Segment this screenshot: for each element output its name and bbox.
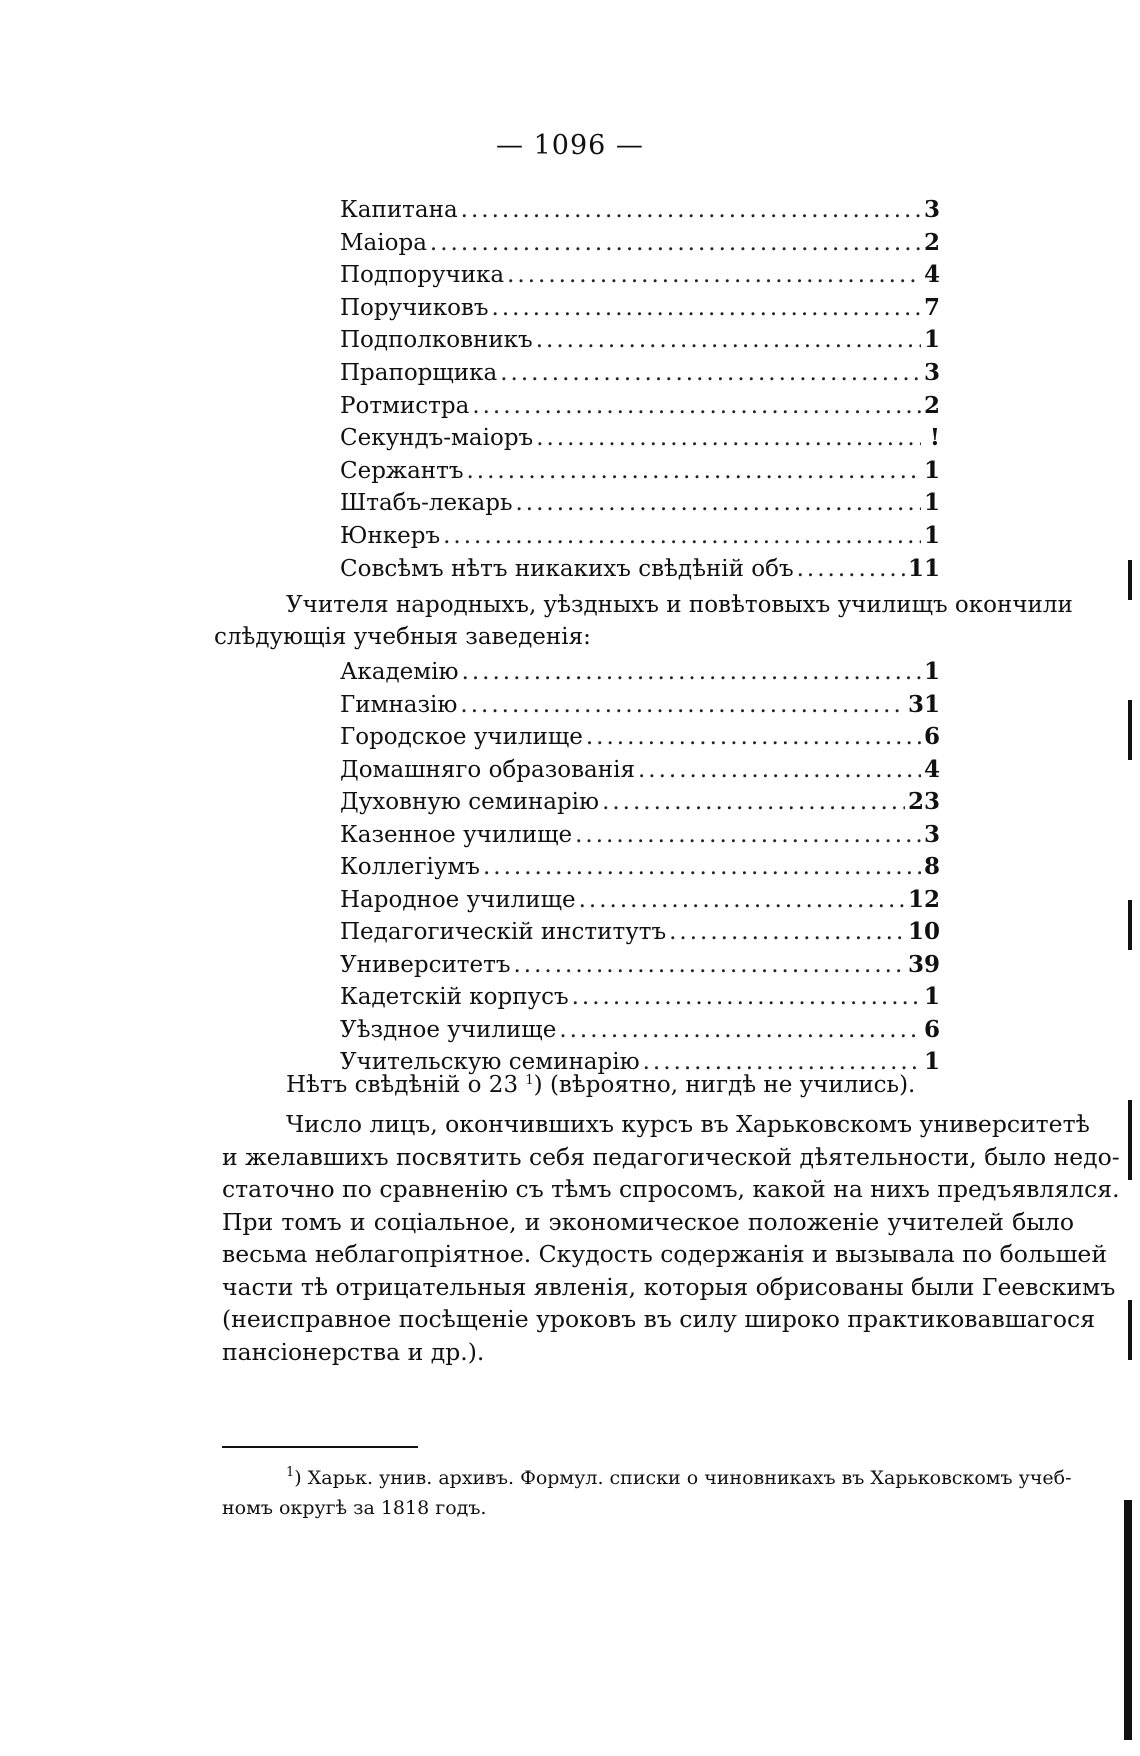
- school-count: 1: [923, 658, 940, 685]
- school-count: 31: [907, 690, 940, 718]
- footnote-marker: 1: [286, 1465, 295, 1480]
- list-item: [340, 786, 940, 819]
- rank-label: Сержантъ: [340, 457, 464, 484]
- paragraph-line: пансіонерства и др.).: [222, 1337, 485, 1366]
- school-count: 8: [923, 853, 940, 880]
- rank-count: 2: [923, 391, 940, 419]
- school-label: Казенное училище: [340, 821, 573, 848]
- dot-leader: [467, 455, 921, 488]
- list-item: [340, 884, 940, 917]
- no-info-before: Нѣтъ свѣдѣній о 23: [286, 1072, 519, 1098]
- school-label: Домашняго образованія: [340, 756, 635, 783]
- school-label: Коллегіумъ: [340, 854, 480, 880]
- list-item: [340, 721, 940, 754]
- list-item: [340, 520, 940, 553]
- dot-leader: [638, 754, 921, 787]
- list-item: [340, 357, 940, 390]
- dot-leader: [559, 1014, 921, 1047]
- school-label: Учительскую семинарію: [340, 1049, 640, 1075]
- school-count: 39: [907, 950, 940, 978]
- rank-count: 3: [923, 358, 940, 386]
- rank-count: !: [929, 424, 940, 452]
- list-item: [340, 1014, 940, 1047]
- dot-leader: [492, 292, 921, 325]
- dot-leader: [572, 981, 921, 1014]
- intro-line-1: Учителя народныхъ, уѣздныхъ и повѣтовыхъ училищъ окончили: [286, 592, 1073, 618]
- list-item: [340, 689, 940, 722]
- footnote-text-1: ) Харьк. унив. архивъ. Формул. списки о чиновникахъ въ Харьковскомъ учеб-: [294, 1467, 1072, 1489]
- paragraph-line: (неисправное посѣщеніе уроковъ въ силу широко практиковавшагося: [222, 1305, 1096, 1333]
- dot-leader: [507, 259, 921, 292]
- rank-label: Подпоручика: [340, 262, 505, 289]
- body-paragraph: [222, 1108, 1120, 1368]
- dot-leader: [462, 656, 921, 689]
- school-count: 12: [907, 885, 940, 913]
- list-item: [340, 656, 940, 689]
- paragraph-line: Число лицъ, окончившихъ курсъ въ Харьковскомъ университетѣ: [286, 1110, 1090, 1138]
- dot-leader: [472, 390, 921, 423]
- dot-leader: [461, 194, 921, 227]
- dot-leader: [602, 786, 905, 819]
- school-label: Академію: [340, 659, 459, 685]
- scan-edge-mark: [1124, 1500, 1132, 1740]
- scan-edge-mark: [1128, 1300, 1132, 1360]
- school-label: Городское училище: [340, 724, 583, 750]
- scan-edge-mark: [1128, 1100, 1132, 1180]
- scan-edge-mark: [1128, 560, 1132, 600]
- school-count: 6: [923, 723, 940, 750]
- rank-label: Прапорщика: [340, 359, 498, 386]
- dot-leader: [586, 721, 921, 754]
- paragraph-line: При томъ и соціальное, и экономическое положеніе учителей было: [222, 1207, 1074, 1236]
- dot-leader: [579, 884, 905, 917]
- no-info-line: [286, 1072, 915, 1098]
- paragraph-line: части тѣ отрицательныя явленія, которыя обрисованы были Геевскимъ: [222, 1272, 1116, 1301]
- dot-leader: [669, 916, 905, 949]
- rank-count: 7: [923, 293, 940, 321]
- rank-label: Ротмистра: [340, 392, 470, 419]
- rank-count: 3: [923, 196, 940, 223]
- school-count: 6: [923, 1015, 940, 1043]
- dot-leader: [516, 487, 921, 520]
- rank-label: Совсѣмъ нѣтъ никакихъ свѣдѣній объ: [340, 555, 794, 582]
- dot-leader: [513, 949, 905, 982]
- list-item: [340, 455, 940, 488]
- school-count: 3: [923, 820, 940, 848]
- paragraph-line: статочно по сравненію съ тѣмъ спросомъ, какой на нихъ предъявлялся.: [222, 1175, 1120, 1203]
- page-number: — 1096 —: [496, 130, 644, 161]
- dot-leader: [460, 689, 905, 722]
- school-label: Уѣздное училище: [340, 1016, 557, 1043]
- dot-leader: [430, 227, 921, 260]
- rank-count: 1: [923, 326, 940, 354]
- list-item: [340, 819, 940, 852]
- footnote: [222, 1458, 1074, 1523]
- rank-label: Юнкеръ: [340, 522, 441, 549]
- rank-label: Маіора: [340, 229, 427, 256]
- school-label: Народное училище: [340, 886, 576, 913]
- ranks-list: [340, 194, 940, 585]
- footnote-ref: 1: [525, 1073, 534, 1088]
- school-count: 23: [907, 788, 940, 815]
- scan-edge-mark: [1128, 700, 1132, 760]
- rank-label: Секундъ-маіоръ: [340, 425, 534, 452]
- dot-leader: [797, 553, 905, 586]
- paragraph-line: весьма неблагопріятное. Скудость содержанія и вызывала по большей: [222, 1240, 1108, 1268]
- schools-list: [340, 656, 940, 1079]
- school-label: Кадетскій корпусъ: [340, 984, 569, 1010]
- list-item: [340, 916, 940, 949]
- list-item: [340, 487, 940, 520]
- list-item: [340, 553, 940, 586]
- dot-leader: [483, 851, 921, 884]
- dot-leader: [536, 324, 921, 357]
- rank-count: 1: [923, 456, 940, 484]
- rank-label: Штабъ-лекарь: [340, 490, 513, 517]
- rank-count: 2: [923, 228, 940, 256]
- rank-count: 1: [923, 489, 940, 517]
- list-item: [340, 292, 940, 325]
- dot-leader: [443, 520, 921, 553]
- scan-edge-mark: [1128, 900, 1132, 950]
- school-label: Педагогическій институтъ: [340, 919, 667, 945]
- list-item: [340, 981, 940, 1014]
- dot-leader: [500, 357, 921, 390]
- school-label: Гимназію: [340, 691, 458, 718]
- school-label: Духовную семинарію: [340, 789, 600, 815]
- school-label: Университетъ: [340, 951, 511, 978]
- rank-label: Капитана: [340, 197, 458, 223]
- footnote-line: [222, 1458, 1074, 1493]
- rank-count: 1: [923, 521, 940, 549]
- list-item: [340, 259, 940, 292]
- no-info-after: ) (вѣроятно, нигдѣ не учились).: [533, 1072, 916, 1098]
- list-item: [340, 227, 940, 260]
- list-item: [340, 422, 940, 455]
- list-item: [340, 851, 940, 884]
- footnote-line: номъ округѣ за 1818 годъ.: [222, 1497, 487, 1519]
- school-count: 10: [907, 918, 940, 945]
- school-count: 1: [923, 1048, 940, 1075]
- school-count: 1: [923, 983, 940, 1010]
- school-count: 4: [923, 755, 940, 783]
- rank-count: 4: [923, 261, 940, 289]
- rank-label: Подполковникъ: [340, 327, 533, 354]
- intro-line-2: слѣдующія учебныя заведенія:: [214, 624, 591, 650]
- dot-leader: [536, 422, 921, 455]
- list-item: [340, 754, 940, 787]
- list-item: [340, 194, 940, 227]
- footnote-divider: [222, 1446, 418, 1448]
- rank-count: 11: [907, 554, 940, 582]
- list-item: [340, 390, 940, 423]
- rank-label: Поручиковъ: [340, 294, 489, 321]
- list-item: [340, 324, 940, 357]
- paragraph-line: и желавшихъ посвятить себя педагогической дѣятельности, было недо-: [222, 1142, 1120, 1171]
- list-item: [340, 949, 940, 982]
- dot-leader: [575, 819, 921, 852]
